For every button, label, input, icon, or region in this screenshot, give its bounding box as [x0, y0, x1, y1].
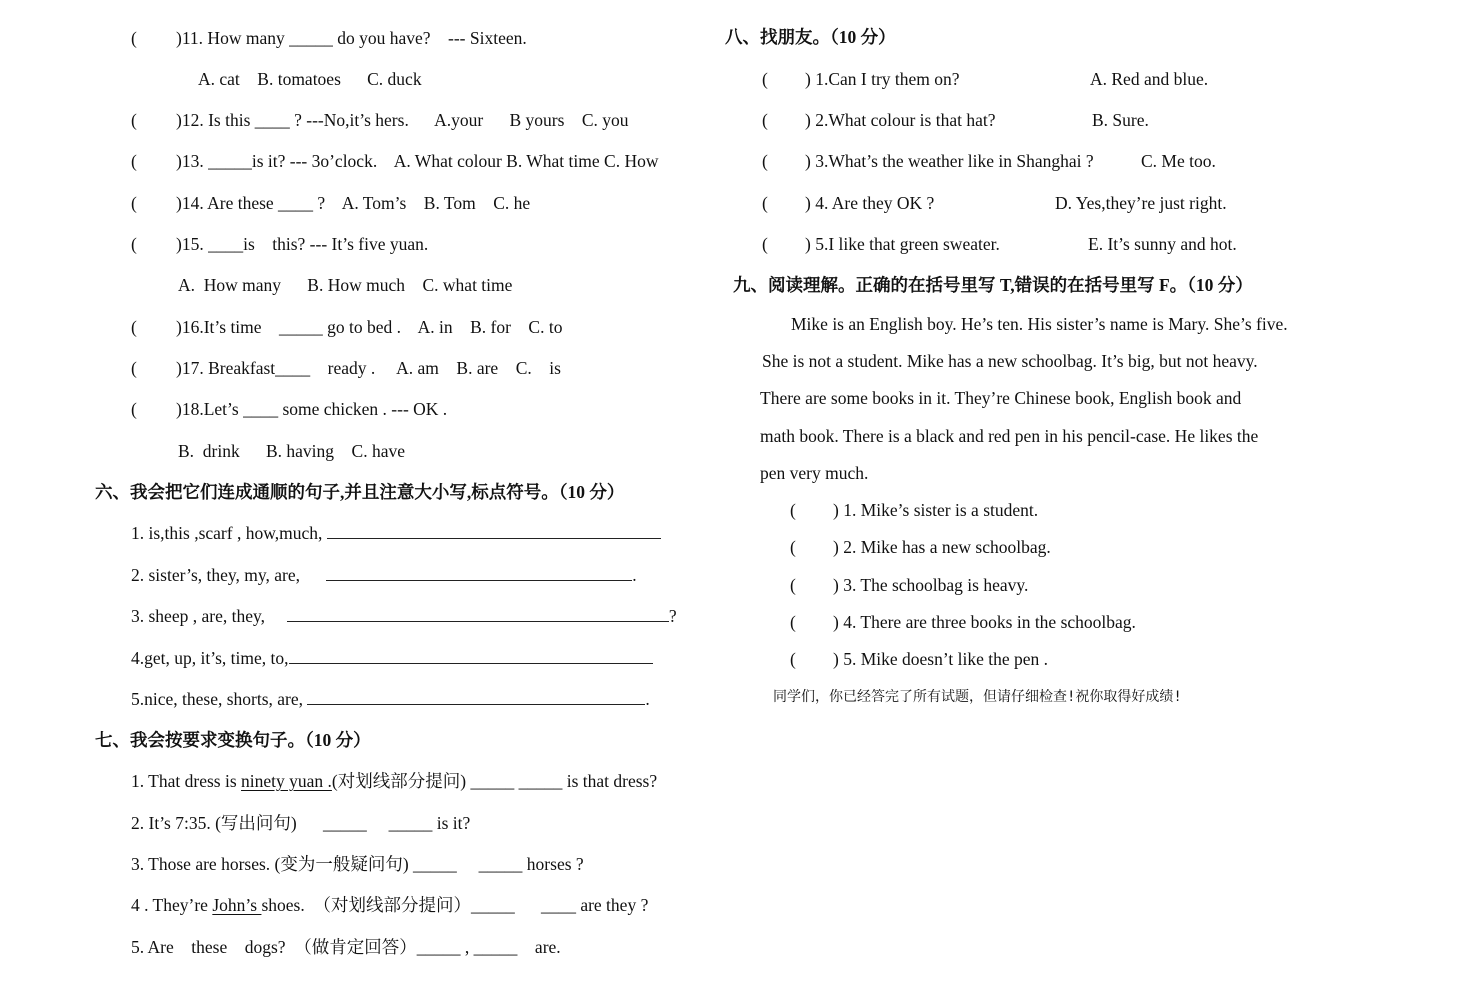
- answer-paren: (: [790, 575, 796, 595]
- question-18: )18.Let’s ____ some chicken . --- OK .: [176, 399, 448, 419]
- reorder-item-5: [131, 688, 650, 710]
- passage-line: There are some books in it. They’re Chinese book, English book and: [760, 388, 1242, 408]
- item-text: (对划线部分提问) _____ _____ is that dress?: [331, 771, 658, 791]
- match-answer-d: D. Yes,they’re just right.: [1055, 193, 1227, 213]
- end-punct: ?: [668, 606, 677, 626]
- transform-item-2: [131, 812, 470, 834]
- underlined-part: John’s: [212, 895, 262, 915]
- answer-paren: (: [790, 612, 796, 632]
- tf-statement-2: ) 2. Mike has a new schoolbag.: [833, 537, 1051, 557]
- answer-paren: (: [762, 151, 768, 171]
- answer-paren: (: [131, 234, 137, 254]
- answer-paren: (: [131, 399, 137, 419]
- transform-item-4: [131, 894, 648, 916]
- closing-note: 同学们，你已经答完了所有试题，但请仔细检查!祝你取得好成绩!: [773, 689, 1182, 705]
- match-question-5: ) 5.I like that green sweater.: [805, 234, 1000, 254]
- item-text: 4 . They’re: [131, 895, 213, 915]
- match-question-4: ) 4. Are they OK ?: [805, 193, 935, 213]
- match-answer-c: C. Me too.: [1141, 151, 1216, 171]
- answer-blank[interactable]: [326, 564, 632, 581]
- answer-blank[interactable]: [289, 647, 653, 664]
- end-punct: .: [645, 689, 650, 709]
- reorder-prompt: 2. sister’s, they, my, are,: [131, 565, 327, 585]
- answer-paren: (: [762, 234, 768, 254]
- answer-paren: (: [131, 28, 137, 48]
- answer-paren: (: [131, 193, 137, 213]
- transform-item-5: [131, 936, 561, 958]
- question-15: )15. ____is this? --- It’s five yuan.: [176, 234, 429, 254]
- passage-line: She is not a student. Mike has a new schoolbag. It’s big, but not heavy.: [762, 351, 1258, 371]
- answer-paren: (: [762, 110, 768, 130]
- answer-paren: (: [790, 537, 796, 557]
- answer-paren: (: [131, 151, 137, 171]
- answer-blank[interactable]: [327, 522, 661, 539]
- question-11: )11. How many _____ do you have? --- Sixteen.: [176, 28, 527, 48]
- match-answer-e: E. It’s sunny and hot.: [1088, 234, 1237, 254]
- question-13: )13. _____is it? --- 3o’clock. A. What colour B. What time C. How: [176, 151, 659, 171]
- section-9-heading: 九、阅读理解。正确的在括号里写 T,错误的在括号里写 F。（10 分）: [733, 275, 1253, 295]
- answer-paren: (: [790, 500, 796, 520]
- tf-statement-1: ) 1. Mike’s sister is a student.: [833, 500, 1039, 520]
- question-18-options: B. drink B. having C. have: [178, 441, 405, 461]
- section-8-heading: 八、找朋友。（10 分）: [725, 27, 896, 47]
- reorder-item-3: [131, 605, 677, 627]
- match-answer-a: A. Red and blue.: [1090, 69, 1209, 89]
- item-text: 5. Are these dogs? （做肯定回答）_____ , _____ are.: [131, 937, 561, 957]
- item-text: 2. It’s 7:35. (写出问句) _____ _____ is it?: [131, 813, 471, 833]
- end-punct: .: [632, 565, 637, 585]
- answer-blank[interactable]: [307, 688, 645, 705]
- reorder-prompt: 3. sheep , are, they,: [131, 606, 287, 626]
- question-12: )12. Is this ____ ? ---No,it’s hers. A.your B yours C. you: [176, 110, 629, 130]
- passage-line: pen very much.: [760, 463, 869, 483]
- item-text: shoes. （对划线部分提问）_____ ____ are they ?: [261, 895, 649, 915]
- reorder-prompt: 5.nice, these, shorts, are,: [131, 689, 308, 709]
- tf-statement-5: ) 5. Mike doesn’t like the pen .: [833, 649, 1048, 669]
- item-text: 3. Those are horses. (变为一般疑问句) _____ _____ horses ?: [131, 854, 584, 874]
- reorder-prompt: 1. is,this ,scarf , how,much,: [131, 523, 327, 543]
- match-answer-b: B. Sure.: [1092, 110, 1149, 130]
- question-15-options: A. How many B. How much C. what time: [178, 275, 513, 295]
- tf-statement-3: ) 3. The schoolbag is heavy.: [833, 575, 1029, 595]
- item-text: 1. That dress is: [131, 771, 242, 791]
- answer-paren: (: [131, 358, 137, 378]
- answer-paren: (: [131, 110, 137, 130]
- question-11-options: A. cat B. tomatoes C. duck: [198, 69, 422, 89]
- section-7-heading: 七、我会按要求变换句子。（10 分）: [95, 730, 371, 750]
- reorder-item-2: [131, 564, 637, 586]
- answer-paren: (: [762, 69, 768, 89]
- passage-line: math book. There is a black and red pen in his pencil-case. He likes the: [760, 426, 1259, 446]
- section-6-heading: 六、我会把它们连成通顺的句子,并且注意大小写,标点符号。（10 分）: [95, 482, 625, 502]
- reorder-item-4: [131, 647, 653, 669]
- transform-item-1: [131, 770, 657, 792]
- passage-line: Mike is an English boy. He’s ten. His sister’s name is Mary. She’s five.: [791, 314, 1288, 334]
- answer-blank[interactable]: [287, 605, 669, 622]
- underlined-part: ninety yuan .: [241, 771, 332, 791]
- transform-item-3: [131, 853, 584, 875]
- match-question-2: ) 2.What colour is that hat?: [805, 110, 996, 130]
- question-17: )17. Breakfast____ ready . A. am B. are C. is: [176, 358, 561, 378]
- answer-paren: (: [790, 649, 796, 669]
- answer-paren: (: [131, 317, 137, 337]
- match-question-3: ) 3.What’s the weather like in Shanghai ?: [805, 151, 1094, 171]
- question-14: )14. Are these ____ ? A. Tom’s B. Tom C. he: [176, 193, 531, 213]
- reorder-item-1: [131, 522, 661, 544]
- answer-paren: (: [762, 193, 768, 213]
- match-question-1: ) 1.Can I try them on?: [805, 69, 960, 89]
- tf-statement-4: ) 4. There are three books in the schoolbag.: [833, 612, 1136, 632]
- question-16: )16.It’s time _____ go to bed . A. in B. for C. to: [176, 317, 563, 337]
- reorder-prompt: 4.get, up, it’s, time, to,: [131, 648, 289, 668]
